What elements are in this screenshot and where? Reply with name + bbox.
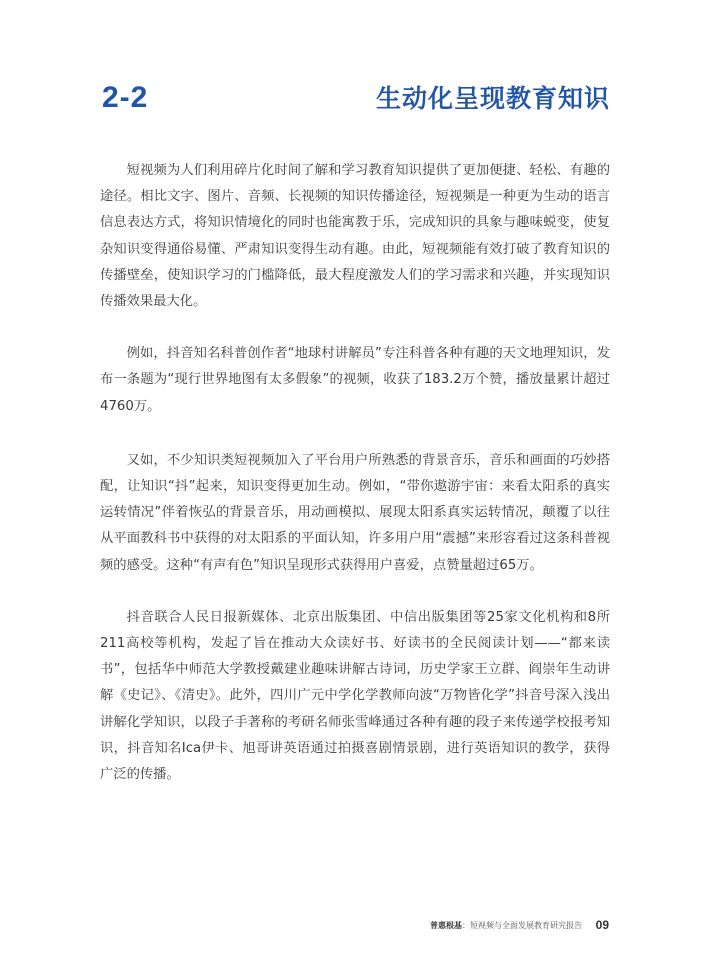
article-body (100, 158, 610, 788)
footer-separator: ： (462, 921, 470, 930)
page-header (0, 78, 710, 122)
paragraph-example-music: 又如，不少知识类短视频加入了平台用户所熟悉的背景音乐，音乐和画面的巧妙搭配，让知识“抖”起来，知识变得更加生动。例如，“带你遨游宇宙：来看太阳系的真实运转情况”伴着恢弘的背景音乐，用动画模拟、展现太阳系真实运转情况，颠覆了以往从平面教科书中获得的对太阳系的平面认知，许多用户用“震撼”来形容看过这条科普视频的感受。这种“有声有色”知识呈现形式获得用户喜爱，点赞量超过65万。 (100, 452, 610, 573)
paragraph-example-earth: 例如，抖音知名科普创作者“地球村讲解员”专注科普各种有趣的天文地理知识，发布一条题为“现行世界地图有太多假象”的视频，收获了183.2万个赞，播放量累计超过4760万。 (100, 346, 610, 414)
footer-report-title: 短视频与全面发展教育研究报告 (470, 921, 582, 930)
paragraph-intro: 短视频为人们利用碎片化时间了解和学习教育知识提供了更加便捷、轻松、有趣的途径。相比文字、图片、音频、长视频的知识传播途径，短视频是一种更为生动的语言信息表达方式，将知识情境化的同时也能寓教于乐，完成知识的具象与趣味蜕变，使复杂知识变得通俗易懂、严肃知识变得生动有趣。由此，短视频能有效打破了教育知识的传播壁垒，使知识学习的门槛降低，最大程度激发人们的学习需求和兴趣，并实现知识传播效果最大化。 (100, 163, 610, 310)
section-title: 生动化呈现教育知识 (375, 84, 610, 113)
footer-caption (430, 919, 582, 933)
footer-brand: 普惠根基 (430, 921, 462, 930)
page-footer (0, 916, 710, 936)
section-number: 2-2 (102, 81, 149, 114)
page-number: 09 (595, 918, 609, 932)
paragraph-reading-plan: 抖音联合人民日报新媒体、北京出版集团、中信出版集团等25家文化机构和8所211高校等机构，发起了旨在推动大众读好书、好读书的全民阅读计划——“都来读书”，包括华中师范大学教授戴建业趣味讲解古诗词，历史学家王立群、阎崇年生动讲解《史记》、《清史》。此外，四川广元中学化学教师向波“万物皆化学”抖音号深入浅出讲解化学知识，以段子手著称的考研名师张雪峰通过各种有趣的段子来传递学校报考知识，抖音知名Ica伊卡、旭哥讲英语通过拍摄喜剧情景剧，进行英语知识的教学，获得广泛的传播。 (100, 609, 610, 783)
